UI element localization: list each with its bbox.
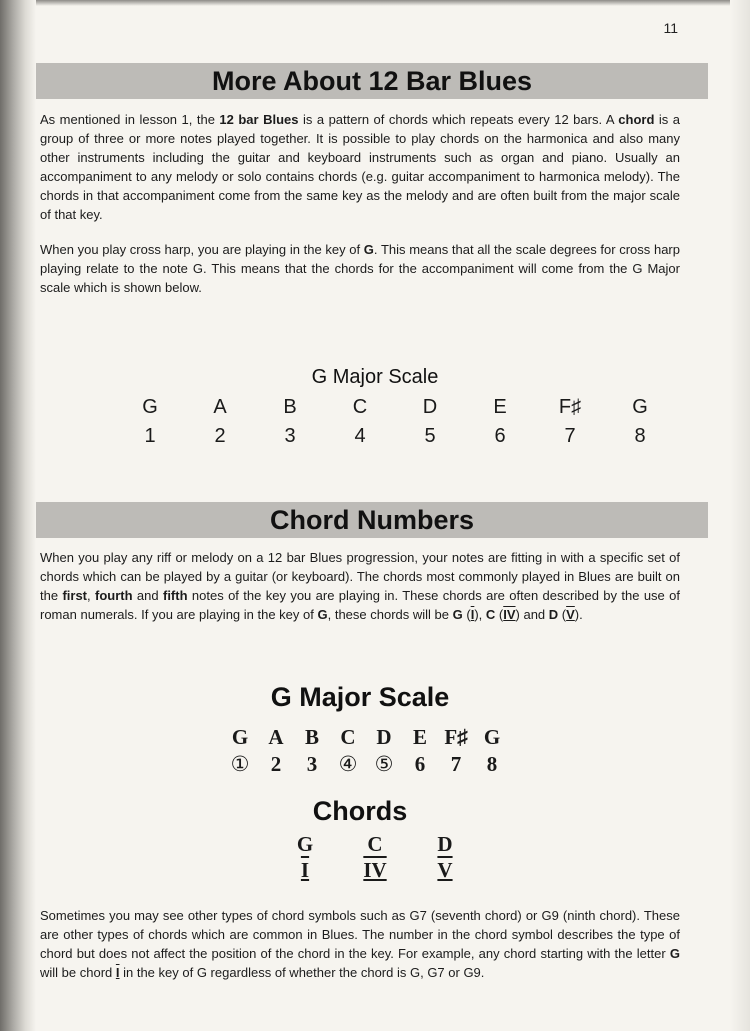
chord-numerals-row <box>270 858 480 883</box>
chord-names-row <box>270 832 480 857</box>
scale-degree: 4 <box>354 425 366 447</box>
scale-notes-row <box>115 396 675 419</box>
scale-note: B <box>304 725 319 749</box>
scale-notes-row <box>222 725 510 750</box>
scale-note: C <box>340 725 356 749</box>
page-gutter-shadow <box>0 0 36 1031</box>
chord-types-paragraph: Sometimes you may see other types of chord symbols such as G7 (seventh chord) or G9 (ninth chord). These are other types of chords which are common in Blues. The number in the chord symbol describes the type of chord but does not affect the position of the chord in the key. For example, any chord starting with the letter G will be chord I in the key of G regardless of whether the chord is G, G7 or G9. <box>40 908 680 980</box>
scale-degree-circled: ① <box>230 752 250 776</box>
chord-numeral: V <box>437 858 453 882</box>
scale-degree-circled: ⑤ <box>374 752 394 776</box>
scale-title-large: G Major Scale <box>270 682 450 712</box>
cross-harp-paragraph: When you play cross harp, you are playing in the key of G. This means that all the scale degrees for cross harp playing relate to the note G. This means that the chords for the accompaniment will come from the G Major scale which is shown below. <box>40 242 680 295</box>
scale-degree-circled: ④ <box>338 752 358 776</box>
chord-numeral: I <box>300 858 310 882</box>
scale-note: E <box>493 396 507 418</box>
scale-degree: 6 <box>414 752 426 776</box>
scale-degree: 2 <box>270 752 282 776</box>
chords-title: Chords <box>312 796 408 826</box>
scale-note: D <box>376 725 392 749</box>
scale-degree: 1 <box>144 425 156 447</box>
scale-degree: 3 <box>306 752 318 776</box>
page-number: 11 <box>663 20 678 36</box>
section-title: Chord Numbers <box>269 505 475 535</box>
section-banner <box>36 502 708 538</box>
scale-note: B <box>283 396 297 418</box>
scale-degree: 6 <box>494 425 506 447</box>
scale-degree: 7 <box>450 752 462 776</box>
section-title: More About 12 Bar Blues <box>211 66 533 96</box>
scale-degrees-row <box>115 425 675 448</box>
scale-note: A <box>213 396 227 418</box>
scale-degree: 2 <box>214 425 226 447</box>
scale-note: E <box>412 725 427 749</box>
scale-note: A <box>268 725 284 749</box>
scale-note: G <box>231 725 249 749</box>
scale-degree: 5 <box>424 425 436 447</box>
scale-note: C <box>352 396 368 418</box>
scale-degree: 8 <box>634 425 646 447</box>
scale-note: F♯ <box>444 725 468 749</box>
chord-numbers-paragraph: When you play any riff or melody on a 12 bar Blues progression, your notes are fitting in with a specific set of chords which can be played by a guitar (or keyboard). The chords most commonly played in Blues are built on the first, fourth and fifth notes of the key you are playing in. These chords are often described by the use of roman numerals. If you are playing in the key of G, these chords will be G (I), C (IV) and D (V). <box>40 550 680 622</box>
scale-note: D <box>422 396 438 418</box>
chord-name: D <box>437 832 453 856</box>
chord-numeral: IV <box>363 858 387 882</box>
scale-degree: 7 <box>564 425 576 447</box>
scale-note: F♯ <box>558 396 582 418</box>
chord-name: C <box>367 832 383 856</box>
scale-note: G <box>142 396 158 418</box>
chord-name: G <box>296 832 314 856</box>
top-edge-shadow <box>36 0 750 6</box>
scale-title: G Major Scale <box>311 366 439 388</box>
scale-note: G <box>483 725 501 749</box>
scale-degree: 3 <box>284 425 296 447</box>
section-banner <box>36 63 708 99</box>
scale-note: G <box>632 396 648 418</box>
intro-paragraph: As mentioned in lesson 1, the 12 bar Blues is a pattern of chords which repeats every 12 bars. A chord is a group of three or more notes played together. It is possible to play chords on the harmonica and also many other instruments including the guitar and keyboard instruments such as organ and piano. Usually an accompaniment to any melody or solo contains chords (e.g. guitar accompaniment to harmonica melody). The chords in that accompaniment come from the same key as the melody and are often built from the major scale of that key. <box>40 112 680 222</box>
scale-degree: 8 <box>486 752 498 776</box>
scale-degrees-row <box>222 752 510 777</box>
right-edge-shadow <box>730 0 750 1031</box>
